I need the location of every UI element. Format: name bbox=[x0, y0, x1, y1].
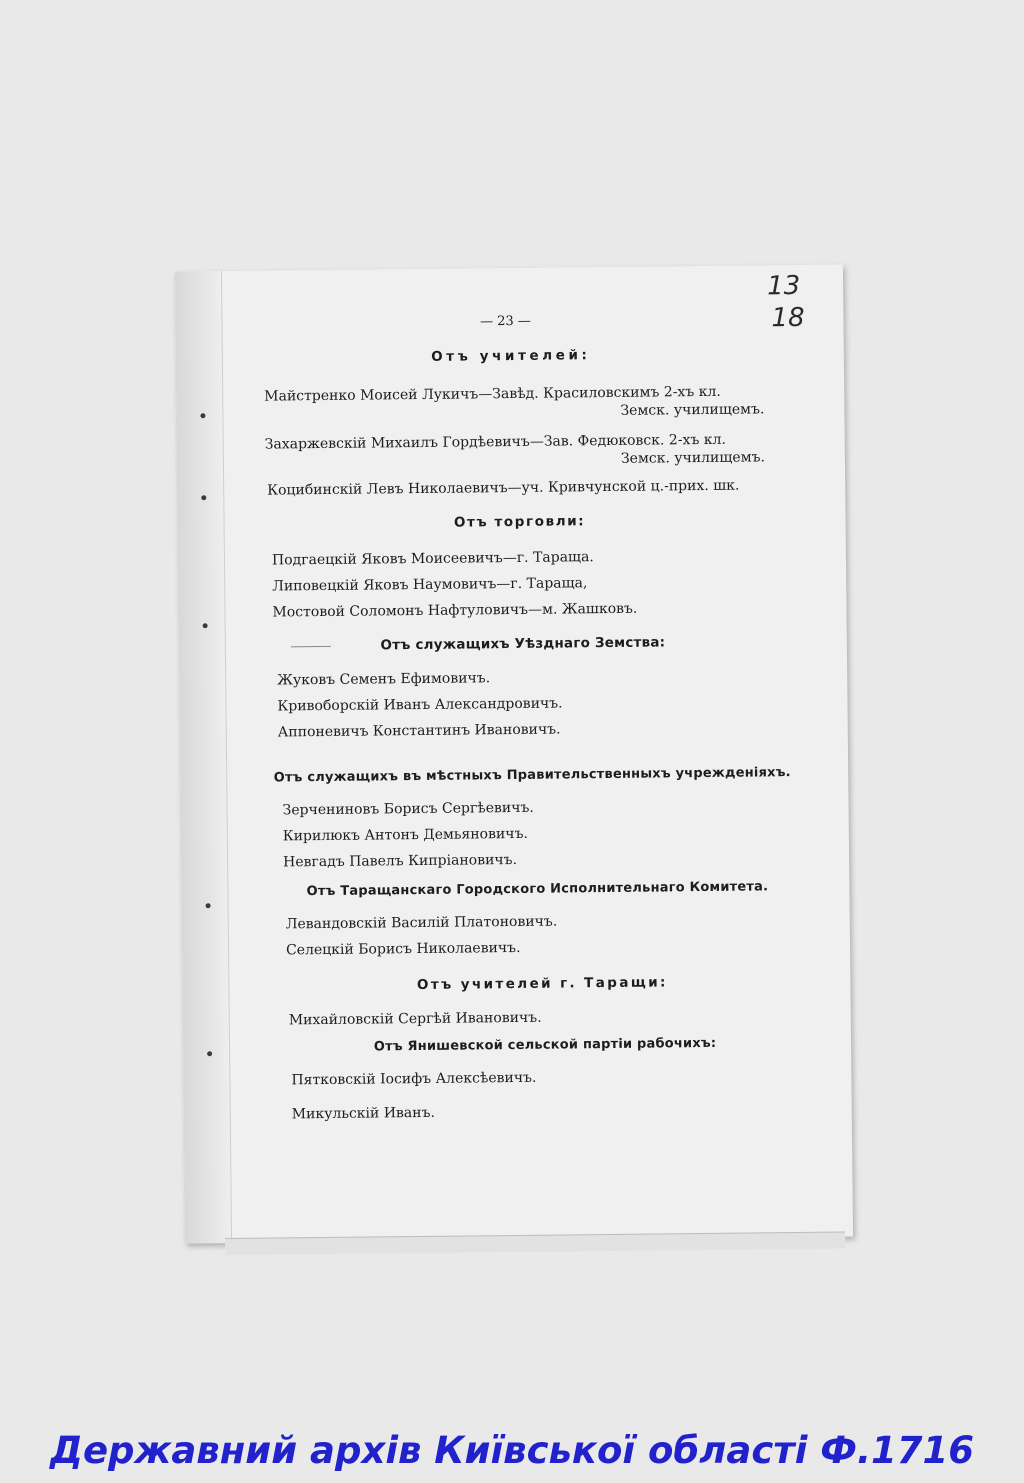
folio-mark-bottom: 18 bbox=[771, 302, 805, 334]
section-heading-government-employees: Отъ служащихъ въ мѣстныхъ Правительственныхъ учрежденіяхъ. bbox=[273, 765, 791, 786]
entry-line: Михайловскій Сергѣй Ивановичъ. bbox=[288, 1009, 542, 1029]
document-page bbox=[175, 265, 853, 1244]
archive-footer-caption: Державний архів Київської області Ф.1716 bbox=[49, 1429, 974, 1472]
binding-hole bbox=[203, 623, 208, 628]
entry-line: Липовецкій Яковъ Наумовичъ—г. Тараща, bbox=[272, 575, 588, 595]
binding-hole bbox=[206, 903, 211, 908]
entry-line: Аппоневичъ Константинъ Ивановичъ. bbox=[277, 721, 561, 741]
entry-line: Левандовскій Василій Платоновичъ. bbox=[285, 913, 558, 933]
folio-mark-top: 13 bbox=[766, 270, 801, 302]
entry-line: Захаржевскій Михаилъ Гордѣевичъ—Зав. Федюковск. 2-хъ кл. bbox=[264, 431, 726, 453]
section-heading-city-teachers: Отъ учителей г. Таращи: bbox=[416, 974, 668, 994]
entry-line: Селецкій Борисъ Николаевичъ. bbox=[285, 939, 521, 959]
entry-line: Пятковскій Іосифъ Алексѣевичъ. bbox=[291, 1069, 537, 1089]
page-bottom-edge bbox=[225, 1232, 845, 1255]
entry-line: Микульскій Иванъ. bbox=[291, 1104, 435, 1123]
entry-continuation: Земск. училищемъ. bbox=[620, 449, 765, 467]
page-number: — 23 — bbox=[479, 313, 531, 330]
binding-hole bbox=[201, 495, 206, 500]
entry-line: Зерчениновъ Борисъ Сергѣевичъ. bbox=[282, 799, 534, 819]
entry-line: Невгадъ Павелъ Кипріановичъ. bbox=[283, 851, 518, 871]
entry-line: Кирилюкъ Антонъ Демьяновичъ. bbox=[282, 825, 528, 845]
divider-mark bbox=[291, 646, 331, 647]
binding-hole bbox=[207, 1051, 212, 1056]
entry-line: Мостовой Соломонъ Нафтуловичъ—м. Жашковъ. bbox=[272, 600, 638, 621]
section-heading-teachers: Отъ учителей: bbox=[431, 347, 591, 365]
entry-line: Коцибинскій Левъ Николаевичъ—уч. Кривчунской ц.-прих. шк. bbox=[267, 477, 740, 499]
entry-continuation: Земск. училищемъ. bbox=[620, 401, 765, 419]
section-heading-city-committee: Отъ Таращанскаго Городского Исполнительнаго Комитета. bbox=[306, 879, 769, 900]
section-heading-trade: Отъ торговли: bbox=[453, 513, 586, 531]
binding-hole bbox=[200, 413, 205, 418]
section-heading-workers-party: Отъ Янишевской сельской партіи рабочихъ: bbox=[373, 1035, 717, 1055]
entry-line: Подгаецкій Яковъ Моисеевичъ—г. Тараща. bbox=[271, 549, 594, 569]
section-heading-zemstvo-employees: Отъ служащихъ Уѣзднаго Земства: bbox=[380, 634, 666, 654]
entry-line: Жуковъ Семенъ Ефимовичъ. bbox=[277, 670, 491, 689]
entry-line: Майстренко Моисей Лукичъ—Завѣд. Красиловскимъ 2-хъ кл. bbox=[264, 383, 721, 405]
entry-line: Кривоборскій Иванъ Александровичъ. bbox=[277, 695, 563, 715]
